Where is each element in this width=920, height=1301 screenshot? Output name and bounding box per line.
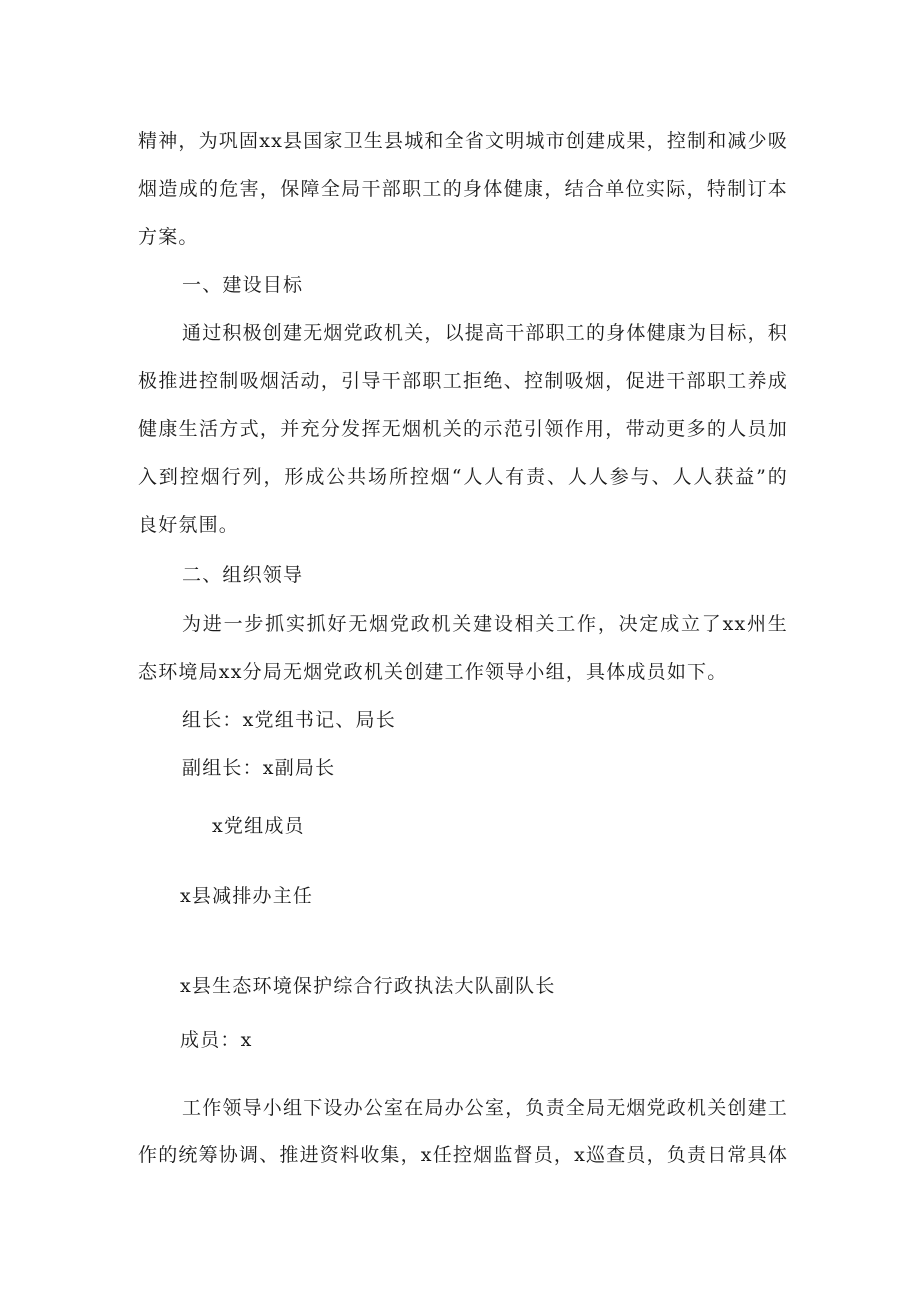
deputy-member-line-1: x党组成员 <box>212 815 305 837</box>
goal-line-4: 入到控烟行列，形成公共场所控烟“人人有责、人人参与、人人获益”的 <box>138 466 788 488</box>
intro-line-3: 方案。 <box>138 226 199 248</box>
leader-line: 组长：x党组书记、局长 <box>182 709 396 731</box>
deputy-member-line-2: x县减排办主任 <box>180 885 314 907</box>
section-heading-organization: 二、组织领导 <box>182 564 304 586</box>
goal-line-5: 良好氛围。 <box>138 514 240 536</box>
org-line-1: 为进一步抓实抓好无烟党政机关建设相关工作，决定成立了xx州生 <box>182 613 788 635</box>
deputy-leader-line: 副组长：x副局长 <box>182 757 336 779</box>
intro-line-1: 精神，为巩固xx县国家卫生县城和全省文明城市创建成果，控制和减少吸 <box>138 130 789 152</box>
goal-line-2: 极推进控制吸烟活动，引导干部职工拒绝、控制吸烟，促进干部职工养成 <box>138 370 788 392</box>
deputy-member-line-3: x县生态环境保护综合行政执法大队副队长 <box>180 975 556 997</box>
intro-line-2: 烟造成的危害，保障全局干部职工的身体健康，结合单位实际，特制订本 <box>138 178 788 200</box>
section-heading-goal: 一、建设目标 <box>182 274 304 296</box>
office-line-2: 作的统筹协调、推进资料收集，x任控烟监督员，x巡查员，负责日常具体 <box>138 1144 789 1166</box>
goal-line-1: 通过积极创建无烟党政机关，以提高干部职工的身体健康为目标，积 <box>182 322 789 344</box>
members-line: 成员：x <box>180 1029 253 1051</box>
org-line-2: 态环境局xx分局无烟党政机关创建工作领导小组，具体成员如下。 <box>138 661 728 683</box>
goal-line-3: 健康生活方式，并充分发挥无烟机关的示范引领作用，带动更多的人员加 <box>138 418 788 440</box>
office-line-1: 工作领导小组下设办公室在局办公室，负责全局无烟党政机关创建工 <box>182 1097 789 1119</box>
